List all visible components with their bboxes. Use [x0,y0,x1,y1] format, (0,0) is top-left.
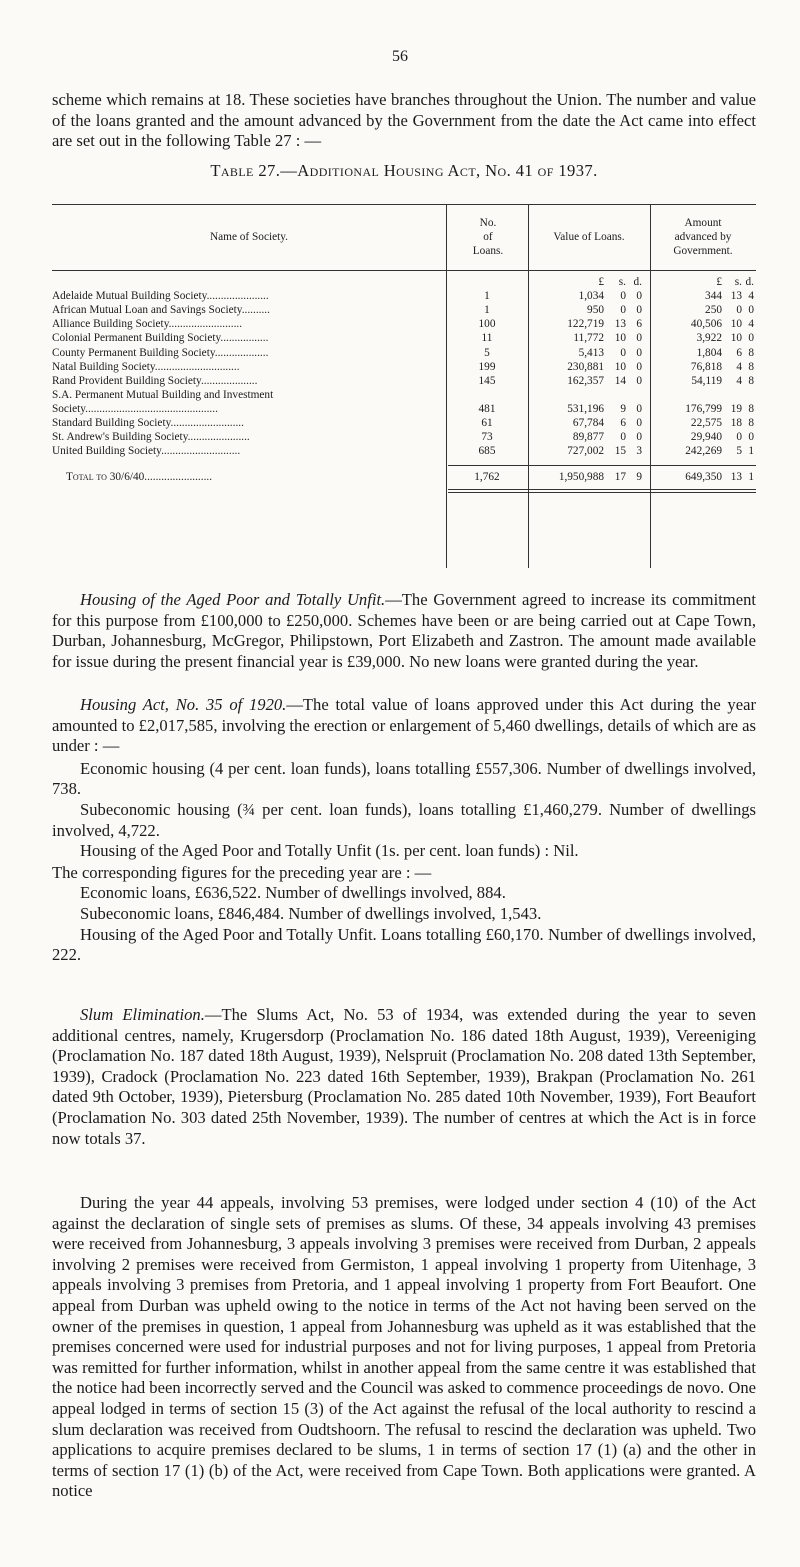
table-row-name: Standard Building Society.......................... [52,417,244,429]
slum-title: Slum Elimination. [80,1005,205,1024]
table-row-value [528,290,650,304]
table-row-value-pence: 0 [636,417,642,429]
table-row-advanced [652,361,756,375]
aged-text: —The Government agreed to increase its commitment for this purpose from £100,000 to £250,000. Schemes have been or are being carried out at Cape Town, Durban, Johannesburg, McGregor, Philipstown, Port Elizabeth and Zastron. The amount made available for issue during the present financial year is £39,000. No new loans were granted during the year. [52,590,756,671]
table-row-name-continued: Society............................................... [52,402,218,415]
table-row-value-pence: 0 [636,431,642,444]
table-row-value-pounds: 89,877 [572,431,604,444]
table-total-loans: 1,762 [474,471,500,484]
table-total-advanced-pence: 1 [748,471,754,484]
table-row-advanced-pence: 8 [748,402,754,415]
aged-section [52,590,756,672]
table-row-name: Colonial Permanent Building Society................. [52,332,269,345]
header-advanced-line2: advanced by [674,231,732,243]
act35-preceding: The corresponding figures for the preceding year are : — [52,862,432,882]
header-loans-line1: No. [479,217,497,229]
value-units-pounds: £ [598,276,604,288]
table-row-advanced-shillings: 5 [736,445,742,458]
act35-item-subeconomic: Subeconomic housing (¾ per cent. loan funds), loans totalling £1,460,279. Number of dwellings involved, 4,722. [52,799,756,840]
act35-section [52,695,756,966]
advanced-units-pence: d. [745,276,754,288]
act35-paragraph [52,695,756,757]
table-row-value-pounds: 727,002 [567,445,604,458]
table-row-advanced-shillings: 19 [730,402,742,415]
table-row-name: County Permanent Building Society................... [52,346,269,359]
table-total-label: Total to 30/6/40........................ [66,471,213,484]
table-row-value-shillings: 9 [620,402,626,415]
table-row-advanced-pounds: 344 [705,290,722,303]
act35-item-aged: Housing of the Aged Poor and Totally Unfit (1s. per cent. loan funds) : Nil. [80,841,579,861]
table-row-advanced-shillings: 18 [730,417,742,429]
table-total-advanced-pounds: 649,350 [685,471,722,484]
table-total-value [528,471,650,485]
table-row-advanced [652,445,756,459]
slum-paragraph [52,1005,756,1149]
table-row-advanced [652,375,756,389]
table-row-value [528,347,650,361]
table-row-advanced-pence: 0 [748,304,754,317]
act35-item2-economic: Economic loans, £636,522. Number of dwellings involved, 884. [80,883,506,903]
table-row-advanced [652,304,756,318]
table-total-value-pence: 9 [636,471,642,484]
table-row-loans: 199 [478,360,496,373]
table-row-advanced-pence: 8 [748,346,754,359]
table-row-loans: 11 [481,332,493,345]
table-row-name: St. Andrew's Building Society...................... [52,431,250,444]
table-row-value [528,403,650,417]
table-row-advanced-pence: 1 [748,445,754,458]
appeals-paragraph: During the year 44 appeals, involving 53 premises, were lodged under section 4 (10) of the Act against the declaration of single sets of premises as slums. Of these, 34 appeals involving 43 premises were received from Johannesburg, 3 appeals involving 3 premises were received from Durban, 2 appeals involving 2 premises were received from Germiston, 1 appeal involving 1 property from Uitenhage, 3 appeals involving 3 premises from Pretoria, and 1 appeal involving 1 property from Fort Beaufort. One appeal from Durban was upheld owing to the notice in terms of the Act not having been served on the owner of the premises in question, 1 appeal from Johannesburg was upheld as it was established that the premises concerned were used for industrial purposes and not for living purposes, 1 appeal from Pretoria was remitted for further information, whilst in another appeal from the same centre it was established that the notice had been incorrectly served and the Council was asked to commence proceedings de novo. One appeal lodged in terms of section 15 (3) of the Act against the refusal of the local authority to rescind a slum declaration was received from Oudtshoorn. The refusal to rescind the declaration was upheld. Two applications to acquire premises declared to be slums, 1 in terms of section 17 (1) (a) and the other in terms of section 17 (1) (b) of the Act, were received from Cape Town. Both applications were granted. A notice [52,1193,756,1501]
table-row-advanced [652,347,756,361]
table-row-value-pence: 0 [636,304,642,317]
advanced-units-pounds: £ [716,276,722,288]
table-row-value [528,318,650,332]
table-row-value-pounds: 11,772 [573,332,604,345]
aged-title: Housing of the Aged Poor and Totally Unfit. [80,590,386,609]
table-row-advanced-shillings: 6 [736,346,742,359]
act35-text: —The total value of loans approved under this Act during the year amounted to £2,017,585, involving the erection or enlargement of 5,460 dwellings, details of which are as under : — [52,695,756,756]
table-row-value-shillings: 0 [620,431,626,444]
table-row-loans: 1 [484,290,490,303]
table-row-loans: 73 [481,431,493,444]
table-row-advanced [652,290,756,304]
table-row-advanced-pence: 4 [748,318,754,331]
table-row-value-pounds: 162,357 [567,374,604,387]
table-row-loans: 61 [481,417,493,429]
table-row-advanced-pence: 8 [748,417,754,429]
table-row-loans: 100 [478,318,496,331]
table-caption-prefix: Table 27. [210,161,281,180]
table-row-advanced [652,417,756,431]
table-total-advanced-shillings: 13 [730,471,742,484]
act35-item2-subeconomic: Subeconomic loans, £846,484. Number of dwellings involved, 1,543. [80,903,542,923]
advanced-units-shillings: s. [734,276,742,288]
table-total-value-shillings: 17 [614,471,626,484]
table-row-name: Rand Provident Building Society.................... [52,374,258,387]
table-row-advanced-shillings: 4 [736,374,742,387]
table-row-value-pence: 0 [636,402,642,415]
table-row-value-shillings: 14 [614,374,626,387]
table-row-advanced [652,403,756,417]
table-row-loans: 685 [478,445,496,458]
header-loans-line2: of [483,231,493,243]
table-row-advanced [652,332,756,346]
table-row-value-shillings: 0 [620,290,626,303]
table-row-advanced-shillings: 10 [730,332,742,345]
table-row-advanced-pounds: 40,506 [690,318,722,331]
table-row-value-pounds: 531,196 [567,402,604,415]
table-row-advanced-shillings: 13 [730,290,742,303]
table-row-advanced-pounds: 76,818 [690,360,722,373]
table-row-name: Adelaide Mutual Building Society...................... [52,290,269,303]
table-row-loans: 1 [484,304,490,317]
table-row-value-pounds: 122,719 [567,318,604,331]
table-row-value [528,332,650,346]
table-row-value-shillings: 6 [620,417,626,429]
table-caption [52,161,756,181]
table-row-advanced-pounds: 176,799 [685,402,722,415]
table-row-value-pence: 0 [636,374,642,387]
table-row-advanced-pounds: 1,804 [696,346,722,359]
header-loans [448,216,528,258]
table-row-loans: 481 [478,402,496,415]
table-row-advanced-pounds: 250 [705,304,722,317]
table-row-advanced-shillings: 0 [736,304,742,317]
table-row-advanced-pence: 0 [748,332,754,345]
table-row-loans: 145 [478,374,496,387]
table-row-advanced [652,318,756,332]
value-units [528,276,650,290]
table-row-advanced-shillings: 10 [730,318,742,331]
appeals-section [52,1193,756,1502]
table-row-name: S.A. Permanent Mutual Building and Investment [52,388,274,401]
intro-paragraph: scheme which remains at 18. These societies have branches throughout the Union. The number and value of the loans granted and the amount advanced by the Government from the date the Act came into effect are set out in the following Table 27 : — [52,90,756,151]
table-row-value-pounds: 950 [587,304,604,317]
advanced-units [652,276,756,290]
table-row-value-pence: 0 [636,290,642,303]
table-total-value-pounds: 1,950,988 [558,471,604,484]
table-row-value-pence: 3 [636,445,642,458]
table-row-name: United Building Society............................ [52,445,241,458]
table-row-advanced-pounds: 22,575 [690,417,722,429]
header-loans-line3: Loans. [472,245,504,257]
table-row-advanced-shillings: 0 [736,431,742,444]
table-row-name: Alliance Building Society.......................... [52,318,243,331]
table-total-advanced [652,471,756,485]
table-row-value [528,417,650,431]
table-row-value-pence: 0 [636,360,642,373]
table-row-value-pence: 6 [636,318,642,331]
table-row-value-shillings: 13 [614,318,626,331]
header-name: Name of Society. [209,231,288,243]
table-row-value-pounds: 67,784 [572,417,604,429]
value-units-pence: d. [633,276,642,288]
act35-title: Housing Act, No. 35 of 1920. [80,695,287,714]
table-row-value-shillings: 10 [614,332,626,345]
table-row-advanced-pence: 8 [748,374,754,387]
table-row-advanced-pence: 0 [748,431,754,444]
header-advanced-line1: Amount [684,217,722,229]
table-row-value [528,445,650,459]
act35-item2-aged: Housing of the Aged Poor and Totally Unfit. Loans totalling £60,170. Number of dwellings involved, 222. [52,924,756,965]
table-row-advanced-pounds: 29,940 [690,431,722,444]
table-row-value-shillings: 0 [620,304,626,317]
table-row-advanced-pence: 8 [748,360,754,373]
value-units-shillings: s. [618,276,626,288]
table-row-advanced-pounds: 242,269 [685,445,722,458]
table-row-value-pounds: 230,881 [567,360,604,373]
table-row-value-pounds: 1,034 [578,290,604,303]
table-row-value [528,304,650,318]
table-row-value [528,375,650,389]
table-row-advanced-shillings: 4 [736,360,742,373]
table-row-advanced [652,431,756,445]
table-row-loans: 5 [484,346,490,359]
aged-paragraph [52,590,756,672]
table-row-name: African Mutual Loan and Savings Society.......... [52,304,270,317]
slum-section [52,1005,756,1149]
act35-item-economic: Economic housing (4 per cent. loan funds), loans totalling £557,306. Number of dwellings involved, 738. [52,758,756,799]
table-row-value [528,361,650,375]
table-row-value-shillings: 15 [614,445,626,458]
table-row-value-pounds: 5,413 [578,346,604,359]
header-advanced [650,216,756,258]
page-number: 56 [392,48,408,65]
slum-text: —The Slums Act, No. 53 of 1934, was extended during the year to seven additional centres, namely, Krugersdorp (Proclamation No. 186 dated 18th August, 1939), Vereeniging (Proclamation No. 187 dated 18th August, 1939), Nelspruit (Proclamation No. 208 dated 13th September, 1939), Cradock (Proclamation No. 223 dated 16th September, 1939), Brakpan (Proclamation No. 261 dated 9th October, 1939), Pietersburg (Proclamation No. 285 dated 10th November, 1939), Fort Beaufort (Proclamation No. 303 dated 25th November, 1939). The number of centres at which the Act is in force now totals 37. [52,1005,756,1148]
table-row-value-shillings: 0 [620,346,626,359]
table-row-value-pence: 0 [636,346,642,359]
table-row-value-shillings: 10 [614,360,626,373]
table-row-advanced-pounds: 3,922 [696,332,722,345]
table-row-advanced-pounds: 54,119 [691,374,722,387]
table-row-name: Natal Building Society.............................. [52,360,240,373]
table-row-advanced-pence: 4 [748,290,754,303]
header-advanced-line3: Government. [673,245,733,257]
table-row-value [528,431,650,445]
table-row-value-pence: 0 [636,332,642,345]
header-value: Value of Loans. [553,231,625,243]
table-caption-text: —Additional Housing Act, No. 41 of 1937. [280,161,598,180]
